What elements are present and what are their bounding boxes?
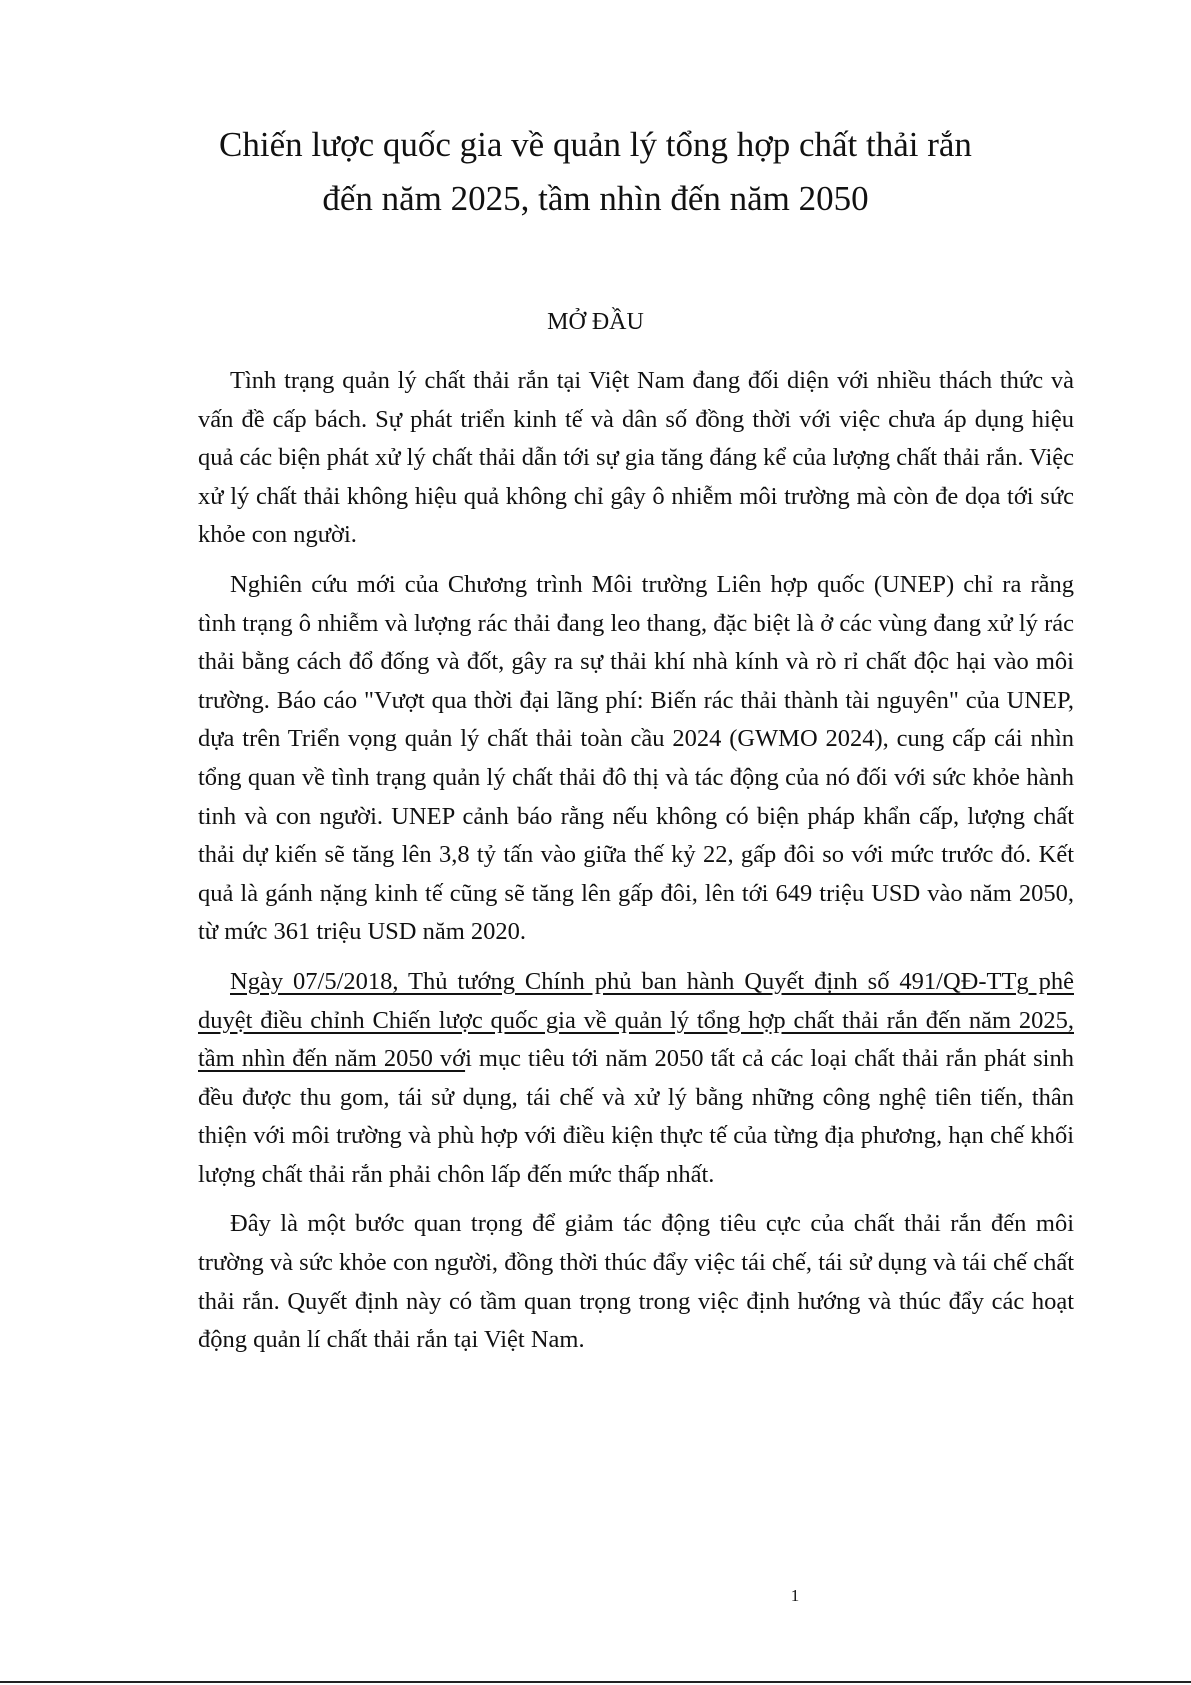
paragraph-unep-report: Nghiên cứu mới của Chương trình Môi trường Liên hợp quốc (UNEP) chỉ ra rằng tình trạng ô nhiễm và lượng rác thải đang leo thang, đặc biệt là ở các vùng đang xử lý rác thải bằng cách đổ đống và đốt, gây ra sự thải khí nhà kính và rò rỉ chất độc hại vào môi trường. Báo cáo "Vượt qua thời đại lãng phí: Biến rác thải thành tài nguyên" của UNEP, dựa trên Triển vọng quản lý chất thải toàn cầu 2024 (GWMO 2024), cung cấp cái nhìn tổng quan về tình trạng quản lý chất thải đô thị và tác động của nó đối với sức khỏe hành tinh và con người. UNEP cảnh báo rằng nếu không có biện pháp khẩn cấp, lượng chất thải dự kiến sẽ tăng lên 3,8 tỷ tấn vào giữa thế kỷ 22, gấp đôi so với mức trước đó. Kết quả là gánh nặng kinh tế cũng sẽ tăng lên gấp đôi, lên tới 649 triệu USD vào năm 2050, từ mức 361 triệu USD năm 2020. [198,570,1074,946]
page-title-line-2: đến năm 2025, tầm nhìn đến năm 2050 [322,179,869,218]
section-heading: MỞ ĐẦU [547,309,644,335]
paragraph-intro: Tình trạng quản lý chất thải rắn tại Việt Nam đang đối diện với nhiều thách thức và vấn đề cấp bách. Sự phát triển kinh tế và dân số đồng thời với việc chưa áp dụng hiệu quả các biện phát xử lý chất thải dẫn tới sự gia tăng đáng kể của lượng chất thải rắn. Việc xử lý chất thải không hiệu quả không chỉ gây ô nhiễm môi trường mà còn đe dọa tới sức khỏe con người. [198,367,1074,549]
paragraph-decision-text: i mục tiêu tới năm 2050 tất cả các loại chất thải rắn phát sinh đều được thu gom, tái sử dụng, tái chế và xử lý bằng những công nghệ tiên tiến, thân thiện với môi trường và phù hợp với điều kiện thực tế của từng địa phương, hạn chế khối lượng chất thải rắn phải chôn lấp đến mức thấp nhất. [198,1045,1074,1188]
page-bottom-rule [0,1681,1191,1683]
document-body [198,362,1074,1371]
paragraph-conclusion: Đây là một bước quan trọng để giảm tác động tiêu cực của chất thải rắn đến môi trường và sức khỏe con người, đồng thời thúc đẩy việc tái chế, tái sử dụng và tái chế chất thải rắn. Quyết định này có tầm quan trọng trong việc định hướng và thúc đẩy các hoạt động quản lí chất thải rắn tại Việt Nam. [198,1210,1074,1354]
page-title-line-1: Chiến lược quốc gia về quản lý tổng hợp chất thải rắn [219,125,972,164]
decision-491-link[interactable]: Ngày 07/5/2018, Thủ tướng Chính phủ ban hành Quyết định số 491/QĐ-TTg phê duyệt điều chỉnh Chiến lược quốc gia về quản lý tổng hợp chất thải rắn đến năm 2025, tầm nhìn đến năm 2050 vớ [198,967,1074,1073]
paragraph-decision [198,963,1074,1195]
page-number: 1 [790,1586,800,1605]
page-title [150,118,1041,226]
